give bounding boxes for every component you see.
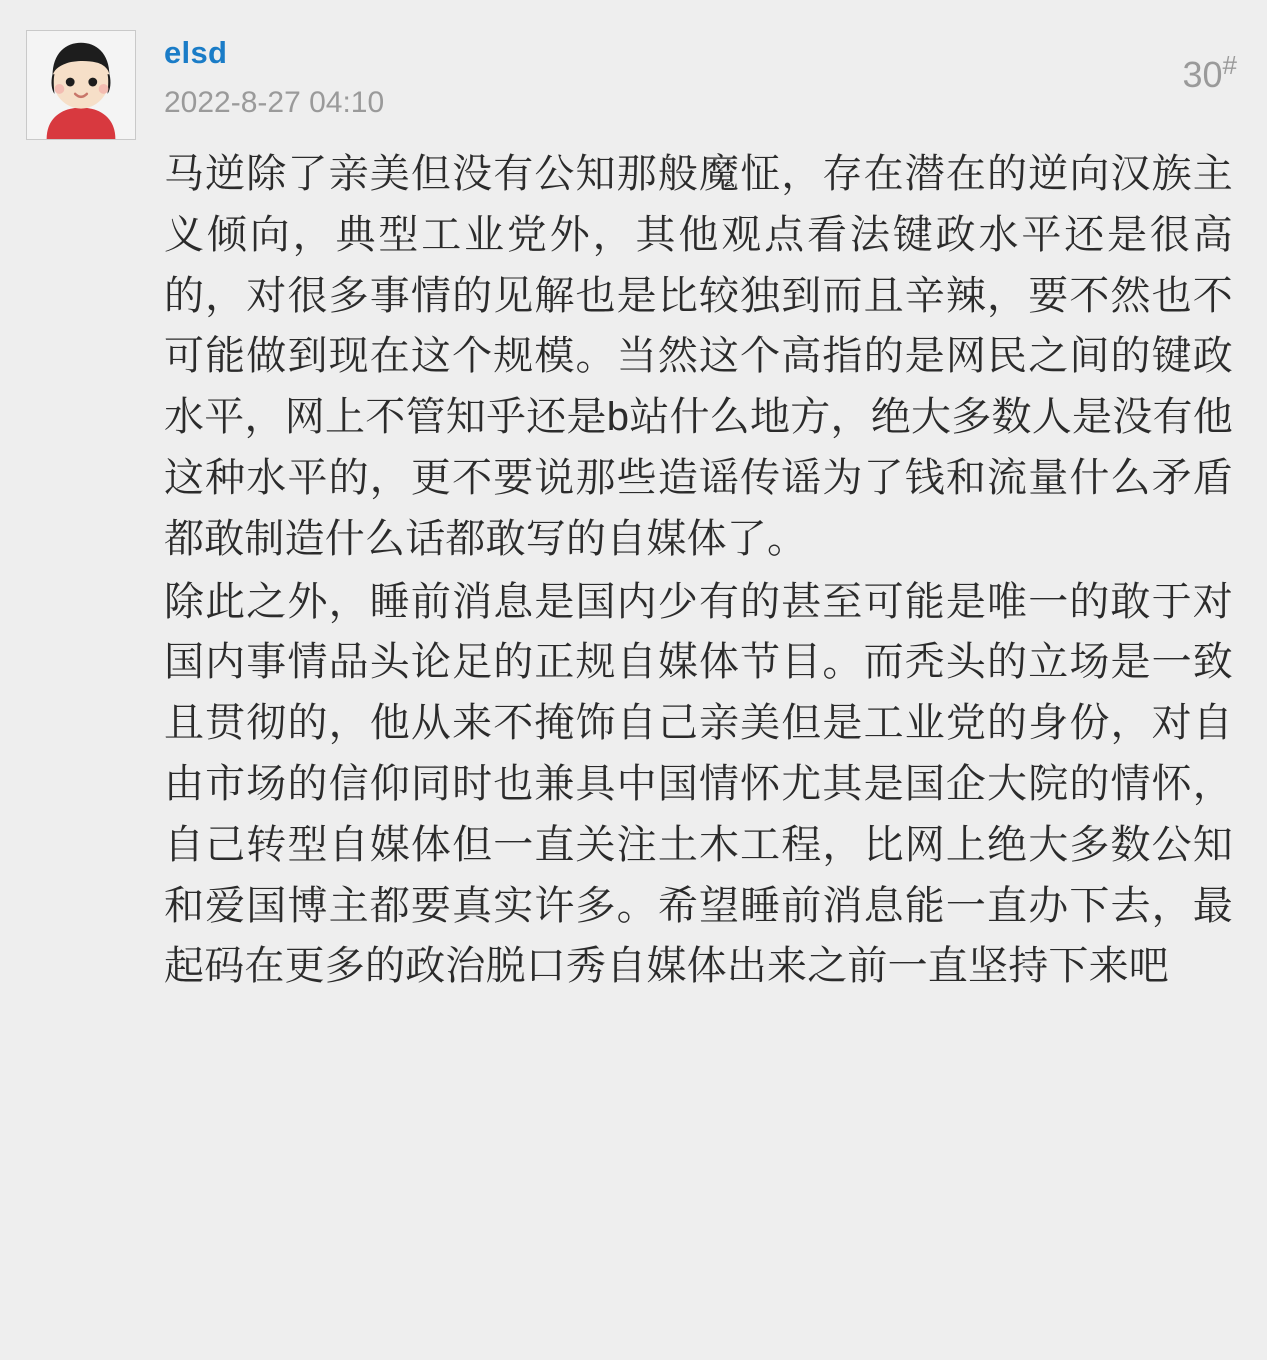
post-paragraph: 除此之外，睡前消息是国内少有的甚至可能是唯一的敢于对国内事情品头论足的正规自媒体节目。而秃头的立场是一致且贯彻的，他从来不掩饰自己亲美但是工业党的身份，对自由市场的信仰同时也兼具中国情怀尤其是国企大院的情怀，自己转型自媒体但一直关注土木工程，比网上绝大多数公知和爱国博主都要真实许多。希望睡前消息能一直办下去，最起码在更多的政治脱口秀自媒体出来之前一直坚持下来吧 <box>164 579 1233 989</box>
post-author-name[interactable]: elsd <box>164 35 228 70</box>
post-header <box>26 30 1241 140</box>
post-timestamp: 2022-8-27 04:10 <box>164 86 385 120</box>
avatar-illustration <box>27 31 135 139</box>
post-floor-number[interactable] <box>1182 52 1237 93</box>
floor-hash: # <box>1222 50 1237 80</box>
avatar[interactable] <box>26 30 136 140</box>
floor-count: 30 <box>1182 54 1223 95</box>
post-content <box>164 144 1233 997</box>
post-meta <box>164 30 1241 119</box>
post-paragraph: 马逆除了亲美但没有公知那般魔怔，存在潜在的逆向汉族主义倾向，典型工业党外，其他观点看法键政水平还是很高的，对很多事情的见解也是比较独到而且辛辣，要不然也不可能做到现在这个规模。当然这个高指的是网民之间的键政水平，网上不管知乎还是b站什么地方，绝大多数人是没有他这种水平的，更不要说那些造谣传谣为了钱和流量什么矛盾都敢制造什么话都敢写的自媒体了。 <box>164 152 1233 561</box>
